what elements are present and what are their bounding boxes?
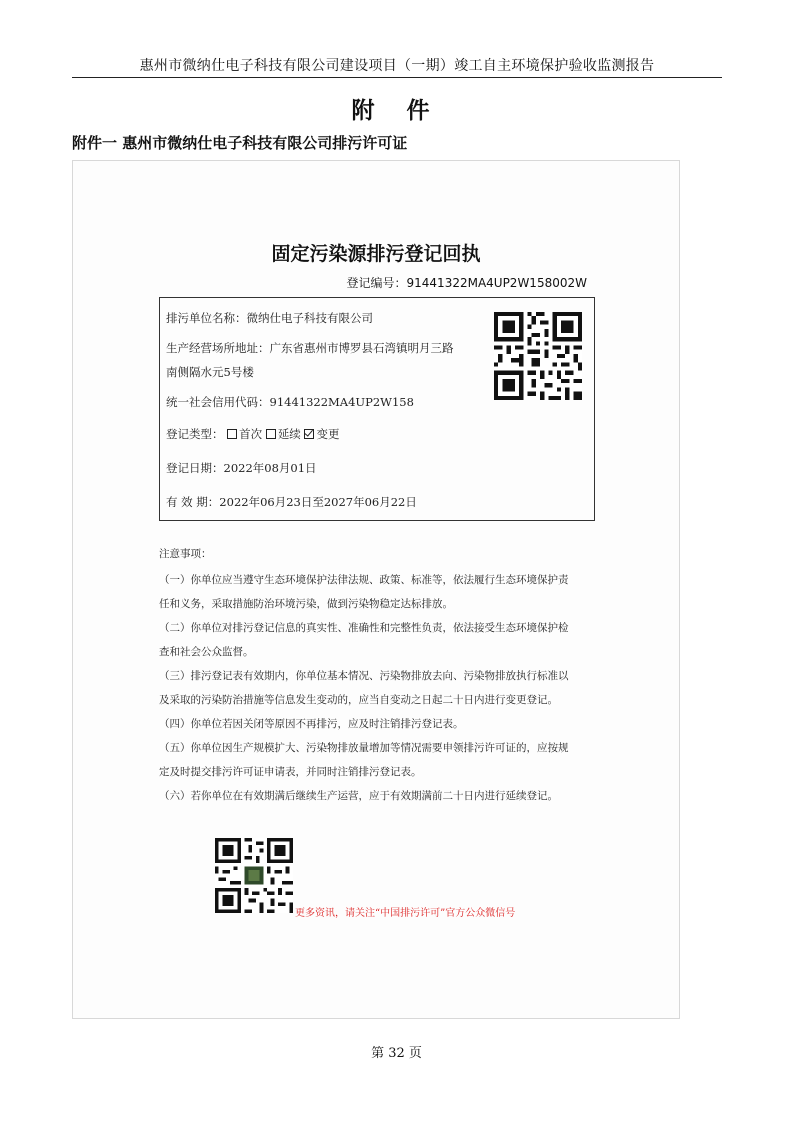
certificate-title: 固定污染源排污登记回执 [271, 243, 481, 265]
option-first-label: 首次 [239, 427, 263, 441]
option-change-label: 变更 [316, 427, 340, 441]
appendix-subtitle: 附件一 惠州市微纳仕电子科技有限公司排污许可证 [72, 134, 408, 152]
credit-code: 统一社会信用代码：91441322MA4UP2W158 [166, 395, 414, 409]
qr-code-icon [494, 312, 582, 404]
registration-type [166, 426, 339, 442]
notice-item-1 [159, 568, 599, 616]
notice-item-4 [159, 712, 599, 736]
notice-item-1-line-1: （一）你单位应当遵守生态环境保护法律法规、政策、标准等，依法履行生态环境保护责 [159, 574, 569, 586]
notice-item-3-line-1: （三）排污登记表有效期内，你单位基本情况、污染物排放去向、污染物排放执行标准以 [159, 670, 569, 682]
address-line-1: 生产经营场所地址：广东省惠州市博罗县石湾镇明月三路 [166, 341, 454, 355]
unit-name: 排污单位名称：微纳仕电子科技有限公司 [166, 311, 373, 325]
running-header: 惠州市微纳仕电子科技有限公司建设项目（一期）竣工自主环境保护验收监测报告 [139, 58, 655, 74]
address-line-2: 南侧隔水元5号楼 [166, 365, 254, 379]
checkbox-first [227, 429, 237, 439]
registration-type-label: 登记类型： [166, 427, 224, 441]
notice-item-3 [159, 664, 599, 712]
option-renew-label: 延续 [277, 427, 301, 441]
notice-title: 注意事项： [159, 548, 212, 560]
notice-item-5 [159, 736, 599, 784]
notice-item-6 [159, 784, 599, 808]
notice-item-4-line-1: （四）你单位若因关闭等原因不再排污，应及时注销排污登记表。 [159, 718, 464, 730]
notice-item-5-line-2: 定及时提交排污许可证申请表，并同时注销排污登记表。 [159, 766, 422, 778]
wechat-caption: 更多资讯，请关注“中国排污许可”官方公众微信号 [295, 908, 516, 919]
notice-item-5-line-1: （五）你单位因生产规模扩大、污染物排放量增加等情况需要申领排污许可证的，应按规 [159, 742, 569, 754]
checkbox-change [304, 429, 314, 439]
wechat-qr-code-icon [215, 838, 293, 917]
notice-item-2 [159, 616, 599, 664]
registration-info-box [159, 297, 595, 521]
checkbox-renew [266, 429, 276, 439]
notice-item-1-line-2: 任和义务，采取措施防治环境污染，做到污染物稳定达标排放。 [159, 598, 453, 610]
appendix-title: 附 件 [351, 97, 442, 124]
registration-number: 登记编号：91441322MA4UP2W158002W [346, 276, 587, 290]
notice-item-3-line-2: 及采取的污染防治措施等信息发生变动的，应当自变动之日起二十日内进行变更登记。 [159, 694, 558, 706]
header-divider [72, 77, 722, 78]
validity-period: 有 效 期：2022年06月23日至2027年06月22日 [166, 495, 417, 509]
registration-date: 登记日期：2022年08月01日 [166, 461, 317, 475]
page-number: 第 32 页 [371, 1046, 422, 1061]
notice-item-2-line-2: 查和社会公众监督。 [159, 646, 254, 658]
scanned-certificate [72, 160, 680, 1019]
notice-item-2-line-1: （二）你单位对排污登记信息的真实性、准确性和完整性负责，依法接受生态环境保护检 [159, 622, 569, 634]
notice-item-6-line-1: （六）若你单位在有效期满后继续生产运营，应于有效期满前二十日内进行延续登记。 [159, 790, 558, 802]
